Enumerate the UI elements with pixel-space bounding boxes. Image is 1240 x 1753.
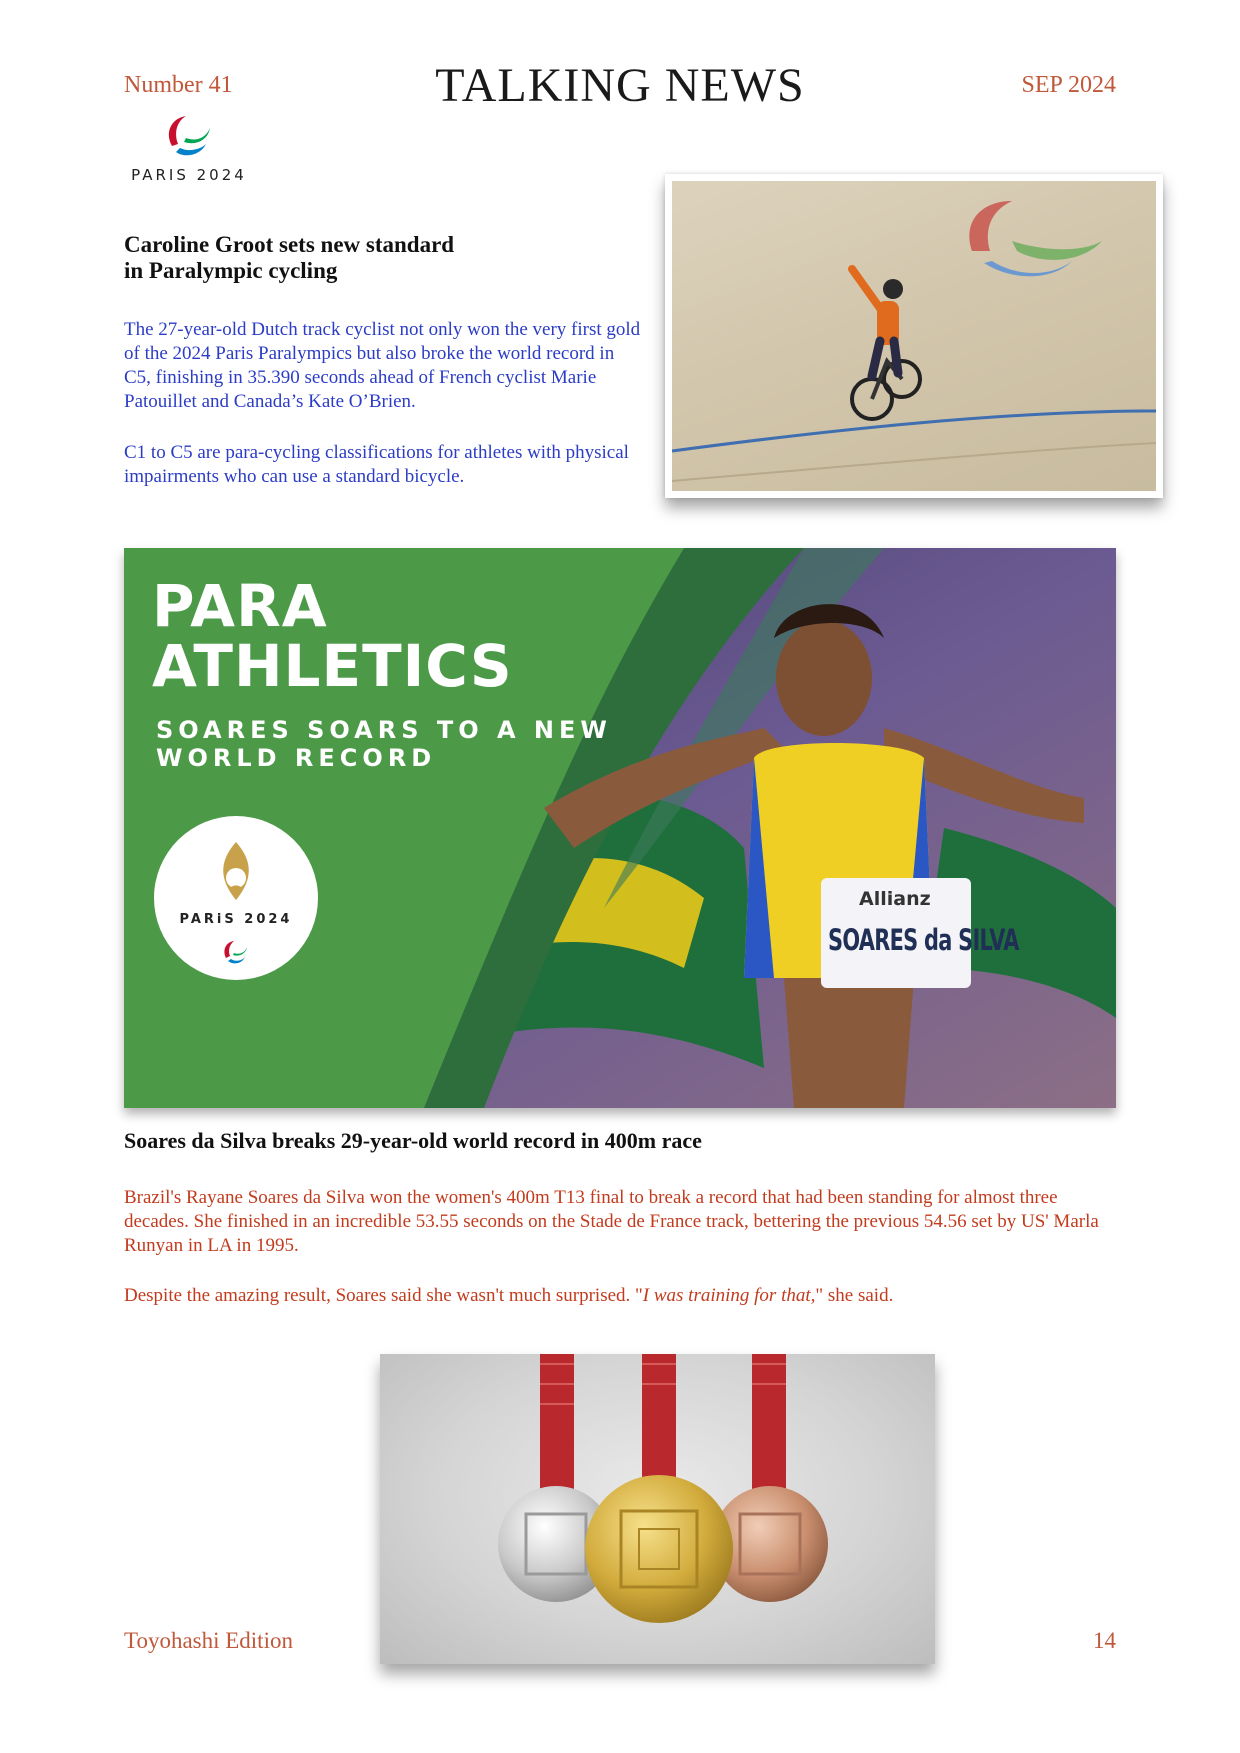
article-headline-cycling <box>124 232 594 284</box>
headline-line-1: Caroline Groot sets new standard <box>124 232 455 257</box>
article-paragraph: Brazil's Rayane Soares da Silva won the women's 400m T13 final to break a record that had been standing for almost three decades. She finished in an incredible 53.55 seconds on the Stade de France track, bettering the previous 54.56 set by US' Marla Runyan in LA in 1995. <box>124 1187 1099 1256</box>
masthead-title: TALKING NEWS <box>435 59 805 112</box>
emblem-text: PARiS 2024 <box>179 912 293 927</box>
issue-date: SEP 2024 <box>1021 72 1116 98</box>
edition-label: Toyohashi Edition <box>124 1628 293 1653</box>
banner-subtitle-line-1: SOARES SOARS TO A NEW <box>156 716 612 744</box>
article-headline-athletics: Soares da Silva breaks 29-year-old world record in 400m race <box>124 1128 702 1153</box>
paris-2024-emblem <box>154 816 318 980</box>
quote-text: I was training for that, <box>642 1285 816 1306</box>
paralympic-agitos-icon <box>154 938 318 968</box>
quote-tail-text: " she said. <box>815 1285 894 1306</box>
gold-medal <box>585 1475 733 1623</box>
flame-icon <box>154 816 318 912</box>
banner-subtitle-line-2: WORLD RECORD <box>156 744 437 772</box>
para-athletics-banner <box>124 548 1116 1108</box>
banner-title-line-2: ATHLETICS <box>152 632 513 700</box>
paris-2024-logo <box>124 112 254 192</box>
article-paragraph: The 27-year-old Dutch track cyclist not only won the very first gold of the 2024 Paris Paralympics but also broke the world record in C5, finishing in 35.390 seconds ahead of French cyclist Marie Patouillet and Canada’s Kate O’Brien. <box>124 319 641 412</box>
cycling-photo <box>665 174 1163 498</box>
banner-title-line-1: PARA <box>152 572 328 640</box>
article-paragraph-quote <box>124 1284 1114 1308</box>
bib-athlete-name: SOARES da SILVA <box>828 923 1019 957</box>
cyclist-figure <box>852 269 920 419</box>
bib-sponsor-text: Allianz <box>859 888 931 910</box>
logo-text: PARIS 2024 <box>131 166 247 184</box>
page-number: 14 <box>1093 1628 1116 1653</box>
quote-lead-text: Despite the amazing result, Soares said she wasn't much surprised. " <box>124 1285 643 1306</box>
paralympic-agitos-icon <box>124 112 254 164</box>
article-paragraph: C1 to C5 are para-cycling classifications for athletes with physical impairments who can use a standard bicycle. <box>124 442 629 487</box>
headline-line-2: in Paralympic cycling <box>124 258 338 283</box>
issue-number: Number 41 <box>124 72 233 98</box>
medals-photo <box>380 1354 935 1664</box>
